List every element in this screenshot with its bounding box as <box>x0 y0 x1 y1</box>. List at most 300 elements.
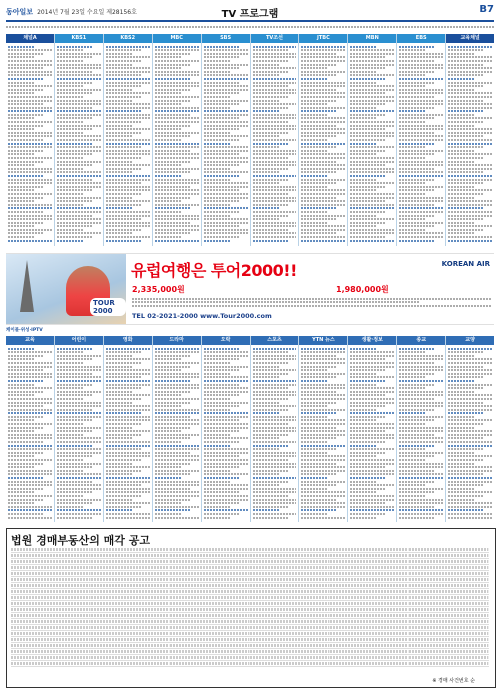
program-line <box>106 373 150 375</box>
program-line <box>448 441 492 443</box>
program-line <box>155 229 199 231</box>
auction-cell <box>91 572 171 575</box>
program-line <box>57 222 101 224</box>
program-line <box>8 193 52 195</box>
program-line <box>106 477 150 479</box>
program-line <box>155 53 190 55</box>
program-line <box>155 477 181 479</box>
program-line <box>155 171 190 173</box>
program-line <box>57 391 101 393</box>
program-line <box>106 355 132 357</box>
auction-cell <box>91 650 171 653</box>
program-line <box>399 53 443 55</box>
program-line <box>8 197 43 199</box>
program-line <box>106 211 150 213</box>
program-line <box>399 157 425 159</box>
program-line <box>301 74 336 76</box>
auction-cell <box>11 572 91 575</box>
program-line <box>106 351 141 353</box>
program-line <box>204 53 248 55</box>
auction-cell <box>91 608 171 611</box>
program-line <box>301 459 345 461</box>
program-line <box>448 117 492 119</box>
auction-cell <box>330 644 410 647</box>
auction-cell <box>250 662 330 665</box>
program-line <box>106 499 132 501</box>
program-line <box>301 71 345 73</box>
auction-cell <box>330 608 410 611</box>
program-line <box>253 157 288 159</box>
program-line <box>57 369 101 371</box>
auction-cell <box>91 596 171 599</box>
channel-column <box>153 34 202 246</box>
program-line <box>155 240 199 242</box>
program-line <box>57 240 83 242</box>
program-line <box>448 85 483 87</box>
program-line <box>204 100 248 102</box>
auction-cell <box>250 584 330 587</box>
program-line <box>57 92 92 94</box>
program-line <box>448 125 474 127</box>
channel-header: 교양 <box>446 336 494 345</box>
auction-cell <box>91 590 171 593</box>
program-line <box>8 455 34 457</box>
program-line <box>448 366 483 368</box>
program-line <box>204 380 248 382</box>
program-line <box>253 182 279 184</box>
program-line <box>301 405 327 407</box>
program-line <box>253 373 288 375</box>
program-line <box>253 117 297 119</box>
program-line <box>155 46 199 48</box>
program-line <box>253 466 297 468</box>
channel-column <box>55 34 104 246</box>
banner-headline: 유럽여행은 투어2000!! <box>131 261 297 280</box>
program-line <box>57 499 101 501</box>
program-line <box>350 146 394 148</box>
auction-cell <box>170 620 250 623</box>
program-line <box>350 463 394 465</box>
program-line <box>301 218 336 220</box>
program-line <box>57 355 101 357</box>
program-line <box>399 175 443 177</box>
program-line <box>399 92 443 94</box>
program-line <box>106 96 141 98</box>
program-line <box>253 358 297 360</box>
program-line <box>57 128 92 130</box>
auction-cell <box>11 578 91 581</box>
program-line <box>155 179 199 181</box>
program-line <box>57 164 92 166</box>
channel-column <box>299 336 348 522</box>
program-line <box>106 240 141 242</box>
program-line <box>8 153 34 155</box>
program-line <box>350 218 394 220</box>
program-line <box>350 405 385 407</box>
program-line <box>399 348 434 350</box>
program-line <box>253 146 279 148</box>
paper-name: 동아일보 <box>6 7 34 16</box>
program-line <box>448 506 492 508</box>
auction-cell <box>250 590 330 593</box>
program-line <box>448 204 492 206</box>
program-line <box>57 179 92 181</box>
program-line <box>399 204 434 206</box>
program-line <box>57 175 101 177</box>
program-line <box>253 387 288 389</box>
program-line <box>204 517 230 519</box>
program-line <box>350 49 394 51</box>
program-line <box>253 78 297 80</box>
program-line <box>301 171 336 173</box>
program-line <box>253 376 279 378</box>
program-line <box>57 71 92 73</box>
auction-cell <box>330 638 410 641</box>
program-line <box>350 153 376 155</box>
program-list <box>6 345 54 521</box>
program-line <box>350 150 385 152</box>
program-line <box>57 207 101 209</box>
program-line <box>155 211 181 213</box>
program-line <box>57 110 101 112</box>
program-line <box>448 186 474 188</box>
program-line <box>448 218 483 220</box>
program-line <box>448 466 492 468</box>
channel-column <box>397 34 446 246</box>
program-line <box>106 110 141 112</box>
program-line <box>253 215 288 217</box>
program-line <box>301 60 345 62</box>
program-line <box>155 419 199 421</box>
program-line <box>8 373 52 375</box>
auction-cell <box>170 632 250 635</box>
section-title: TV 프로그램 <box>221 9 279 20</box>
program-line <box>350 96 394 98</box>
program-line <box>399 473 443 475</box>
program-line <box>155 193 199 195</box>
program-line <box>57 197 101 199</box>
program-line <box>350 161 394 163</box>
program-line <box>204 412 248 414</box>
program-line <box>57 437 101 439</box>
channel-header: 생활·정보 <box>348 336 396 345</box>
program-line <box>253 455 297 457</box>
program-line <box>57 143 92 145</box>
program-line <box>204 506 230 508</box>
program-line <box>106 139 150 141</box>
program-line <box>253 125 297 127</box>
program-line <box>204 416 248 418</box>
program-line <box>8 466 34 468</box>
program-line <box>106 236 150 238</box>
program-line <box>57 351 83 353</box>
program-line <box>155 175 181 177</box>
auction-cell <box>91 620 171 623</box>
program-line <box>350 56 385 58</box>
program-line <box>301 513 327 515</box>
program-line <box>350 186 385 188</box>
travel-banner-ad[interactable] <box>6 253 494 325</box>
program-line <box>155 513 181 515</box>
program-line <box>399 114 443 116</box>
program-line <box>399 49 425 51</box>
auction-cell <box>11 560 91 563</box>
program-line <box>57 236 92 238</box>
program-line <box>399 153 434 155</box>
program-line <box>8 143 52 145</box>
program-line <box>8 229 52 231</box>
program-line <box>155 143 199 145</box>
program-line <box>8 384 34 386</box>
program-line <box>106 441 150 443</box>
program-line <box>106 222 150 224</box>
program-line <box>399 427 443 429</box>
program-line <box>57 56 92 58</box>
program-line <box>106 56 150 58</box>
program-line <box>155 387 199 389</box>
program-line <box>57 117 92 119</box>
program-line <box>301 128 345 130</box>
program-line <box>399 225 434 227</box>
auction-cell <box>91 578 171 581</box>
channel-header: 교육채널 <box>446 34 494 43</box>
auction-cell <box>170 554 250 557</box>
program-line <box>350 502 385 504</box>
program-line <box>57 387 83 389</box>
program-line <box>253 114 297 116</box>
program-line <box>8 402 52 404</box>
program-line <box>204 358 239 360</box>
auction-table <box>11 547 489 672</box>
program-line <box>253 121 288 123</box>
program-line <box>57 186 101 188</box>
auction-cell <box>330 650 410 653</box>
program-line <box>350 419 376 421</box>
program-line <box>448 179 492 181</box>
program-line <box>204 473 248 475</box>
auction-cell <box>11 638 91 641</box>
program-line <box>253 491 297 493</box>
program-line <box>399 430 443 432</box>
program-line <box>448 405 492 407</box>
auction-cell <box>250 572 330 575</box>
program-line <box>301 153 345 155</box>
program-line <box>204 74 248 76</box>
program-line <box>204 49 248 51</box>
program-line <box>8 132 52 134</box>
program-line <box>8 114 43 116</box>
program-line <box>448 182 483 184</box>
program-line <box>448 110 483 112</box>
program-line <box>57 455 92 457</box>
program-line <box>448 236 492 238</box>
program-line <box>301 193 345 195</box>
channel-column <box>55 336 104 522</box>
program-line <box>399 215 434 217</box>
program-line <box>399 423 425 425</box>
channel-column <box>348 336 397 522</box>
channel-column <box>251 34 300 246</box>
program-line <box>399 125 443 127</box>
program-line <box>399 179 434 181</box>
program-line <box>350 100 394 102</box>
auction-cell <box>409 560 489 563</box>
program-line <box>8 74 52 76</box>
program-line <box>106 448 141 450</box>
program-line <box>8 161 43 163</box>
program-line <box>106 484 141 486</box>
auction-cell <box>170 596 250 599</box>
auction-cell <box>11 614 91 617</box>
program-line <box>448 491 492 493</box>
program-line <box>57 232 101 234</box>
program-line <box>155 49 199 51</box>
program-line <box>448 391 474 393</box>
program-line <box>155 499 190 501</box>
program-line <box>253 452 297 454</box>
program-line <box>350 67 385 69</box>
program-list <box>202 43 250 244</box>
program-line <box>204 143 230 145</box>
program-line <box>350 117 376 119</box>
program-line <box>399 459 425 461</box>
program-line <box>106 175 150 177</box>
auction-cell <box>11 584 91 587</box>
program-line <box>204 211 239 213</box>
auction-cell <box>409 584 489 587</box>
auction-cell <box>330 566 410 569</box>
program-line <box>301 49 345 51</box>
channel-header: TV조선 <box>251 34 299 43</box>
program-line <box>448 222 474 224</box>
program-line <box>301 499 336 501</box>
program-line <box>155 394 181 396</box>
program-line <box>350 513 385 515</box>
auction-cell <box>91 656 171 659</box>
program-line <box>301 103 327 105</box>
program-line <box>155 92 181 94</box>
program-line <box>350 74 394 76</box>
channel-header: KBS1 <box>55 34 103 43</box>
program-line <box>399 71 434 73</box>
program-line <box>155 200 181 202</box>
auction-cell <box>11 620 91 623</box>
program-line <box>8 189 34 191</box>
auction-cell <box>330 590 410 593</box>
program-line <box>253 200 297 202</box>
program-line <box>350 85 394 87</box>
program-line <box>106 452 150 454</box>
program-line <box>106 46 150 48</box>
program-line <box>204 222 248 224</box>
auction-cell <box>11 590 91 593</box>
program-line <box>106 125 132 127</box>
program-line <box>204 110 248 112</box>
program-line <box>301 394 345 396</box>
program-line <box>57 161 101 163</box>
program-line <box>301 470 345 472</box>
program-line <box>448 193 483 195</box>
program-line <box>155 384 199 386</box>
program-line <box>253 67 297 69</box>
program-line <box>8 146 52 148</box>
channel-column <box>446 34 494 246</box>
program-line <box>350 484 394 486</box>
auction-footer: ※ 경매 사건번호 순 <box>432 678 475 684</box>
program-line <box>301 373 345 375</box>
program-line <box>204 139 239 141</box>
program-line <box>204 484 248 486</box>
program-line <box>399 171 443 173</box>
program-line <box>57 484 101 486</box>
program-line <box>301 175 327 177</box>
program-line <box>350 412 394 414</box>
auction-cell <box>170 656 250 659</box>
program-line <box>448 132 492 134</box>
program-line <box>204 204 230 206</box>
program-line <box>399 491 434 493</box>
channel-header: MBC <box>153 34 201 43</box>
program-line <box>350 369 385 371</box>
program-line <box>8 222 43 224</box>
program-line <box>155 452 190 454</box>
program-line <box>106 207 132 209</box>
auction-cell <box>250 566 330 569</box>
program-line <box>253 211 297 213</box>
program-line <box>253 441 297 443</box>
program-line <box>350 499 394 501</box>
program-list <box>153 345 201 521</box>
program-line <box>253 49 288 51</box>
program-line <box>253 499 297 501</box>
program-line <box>253 509 279 511</box>
program-line <box>301 366 336 368</box>
program-line <box>448 452 474 454</box>
price-2: 1,980,000원 <box>336 285 389 294</box>
program-line <box>301 488 327 490</box>
program-line <box>57 394 92 396</box>
program-line <box>253 362 288 364</box>
program-line <box>106 85 141 87</box>
program-line <box>8 376 52 378</box>
program-line <box>204 96 230 98</box>
program-line <box>8 513 43 515</box>
auction-cell <box>330 620 410 623</box>
program-line <box>253 477 297 479</box>
program-list <box>104 345 152 521</box>
program-line <box>204 398 230 400</box>
auction-cell <box>91 560 171 563</box>
program-line <box>448 427 474 429</box>
program-line <box>8 437 52 439</box>
program-line <box>399 161 443 163</box>
program-line <box>155 430 181 432</box>
program-line <box>8 452 43 454</box>
program-line <box>155 380 190 382</box>
price-1: 2,335,000원 <box>132 285 185 294</box>
program-line <box>57 229 83 231</box>
program-line <box>106 387 141 389</box>
program-line <box>399 193 425 195</box>
program-line <box>350 193 394 195</box>
auction-cell <box>170 548 250 551</box>
program-line <box>350 204 394 206</box>
program-line <box>57 488 101 490</box>
program-line <box>155 488 190 490</box>
program-line <box>350 445 376 447</box>
program-line <box>448 412 483 414</box>
channel-column <box>104 336 153 522</box>
